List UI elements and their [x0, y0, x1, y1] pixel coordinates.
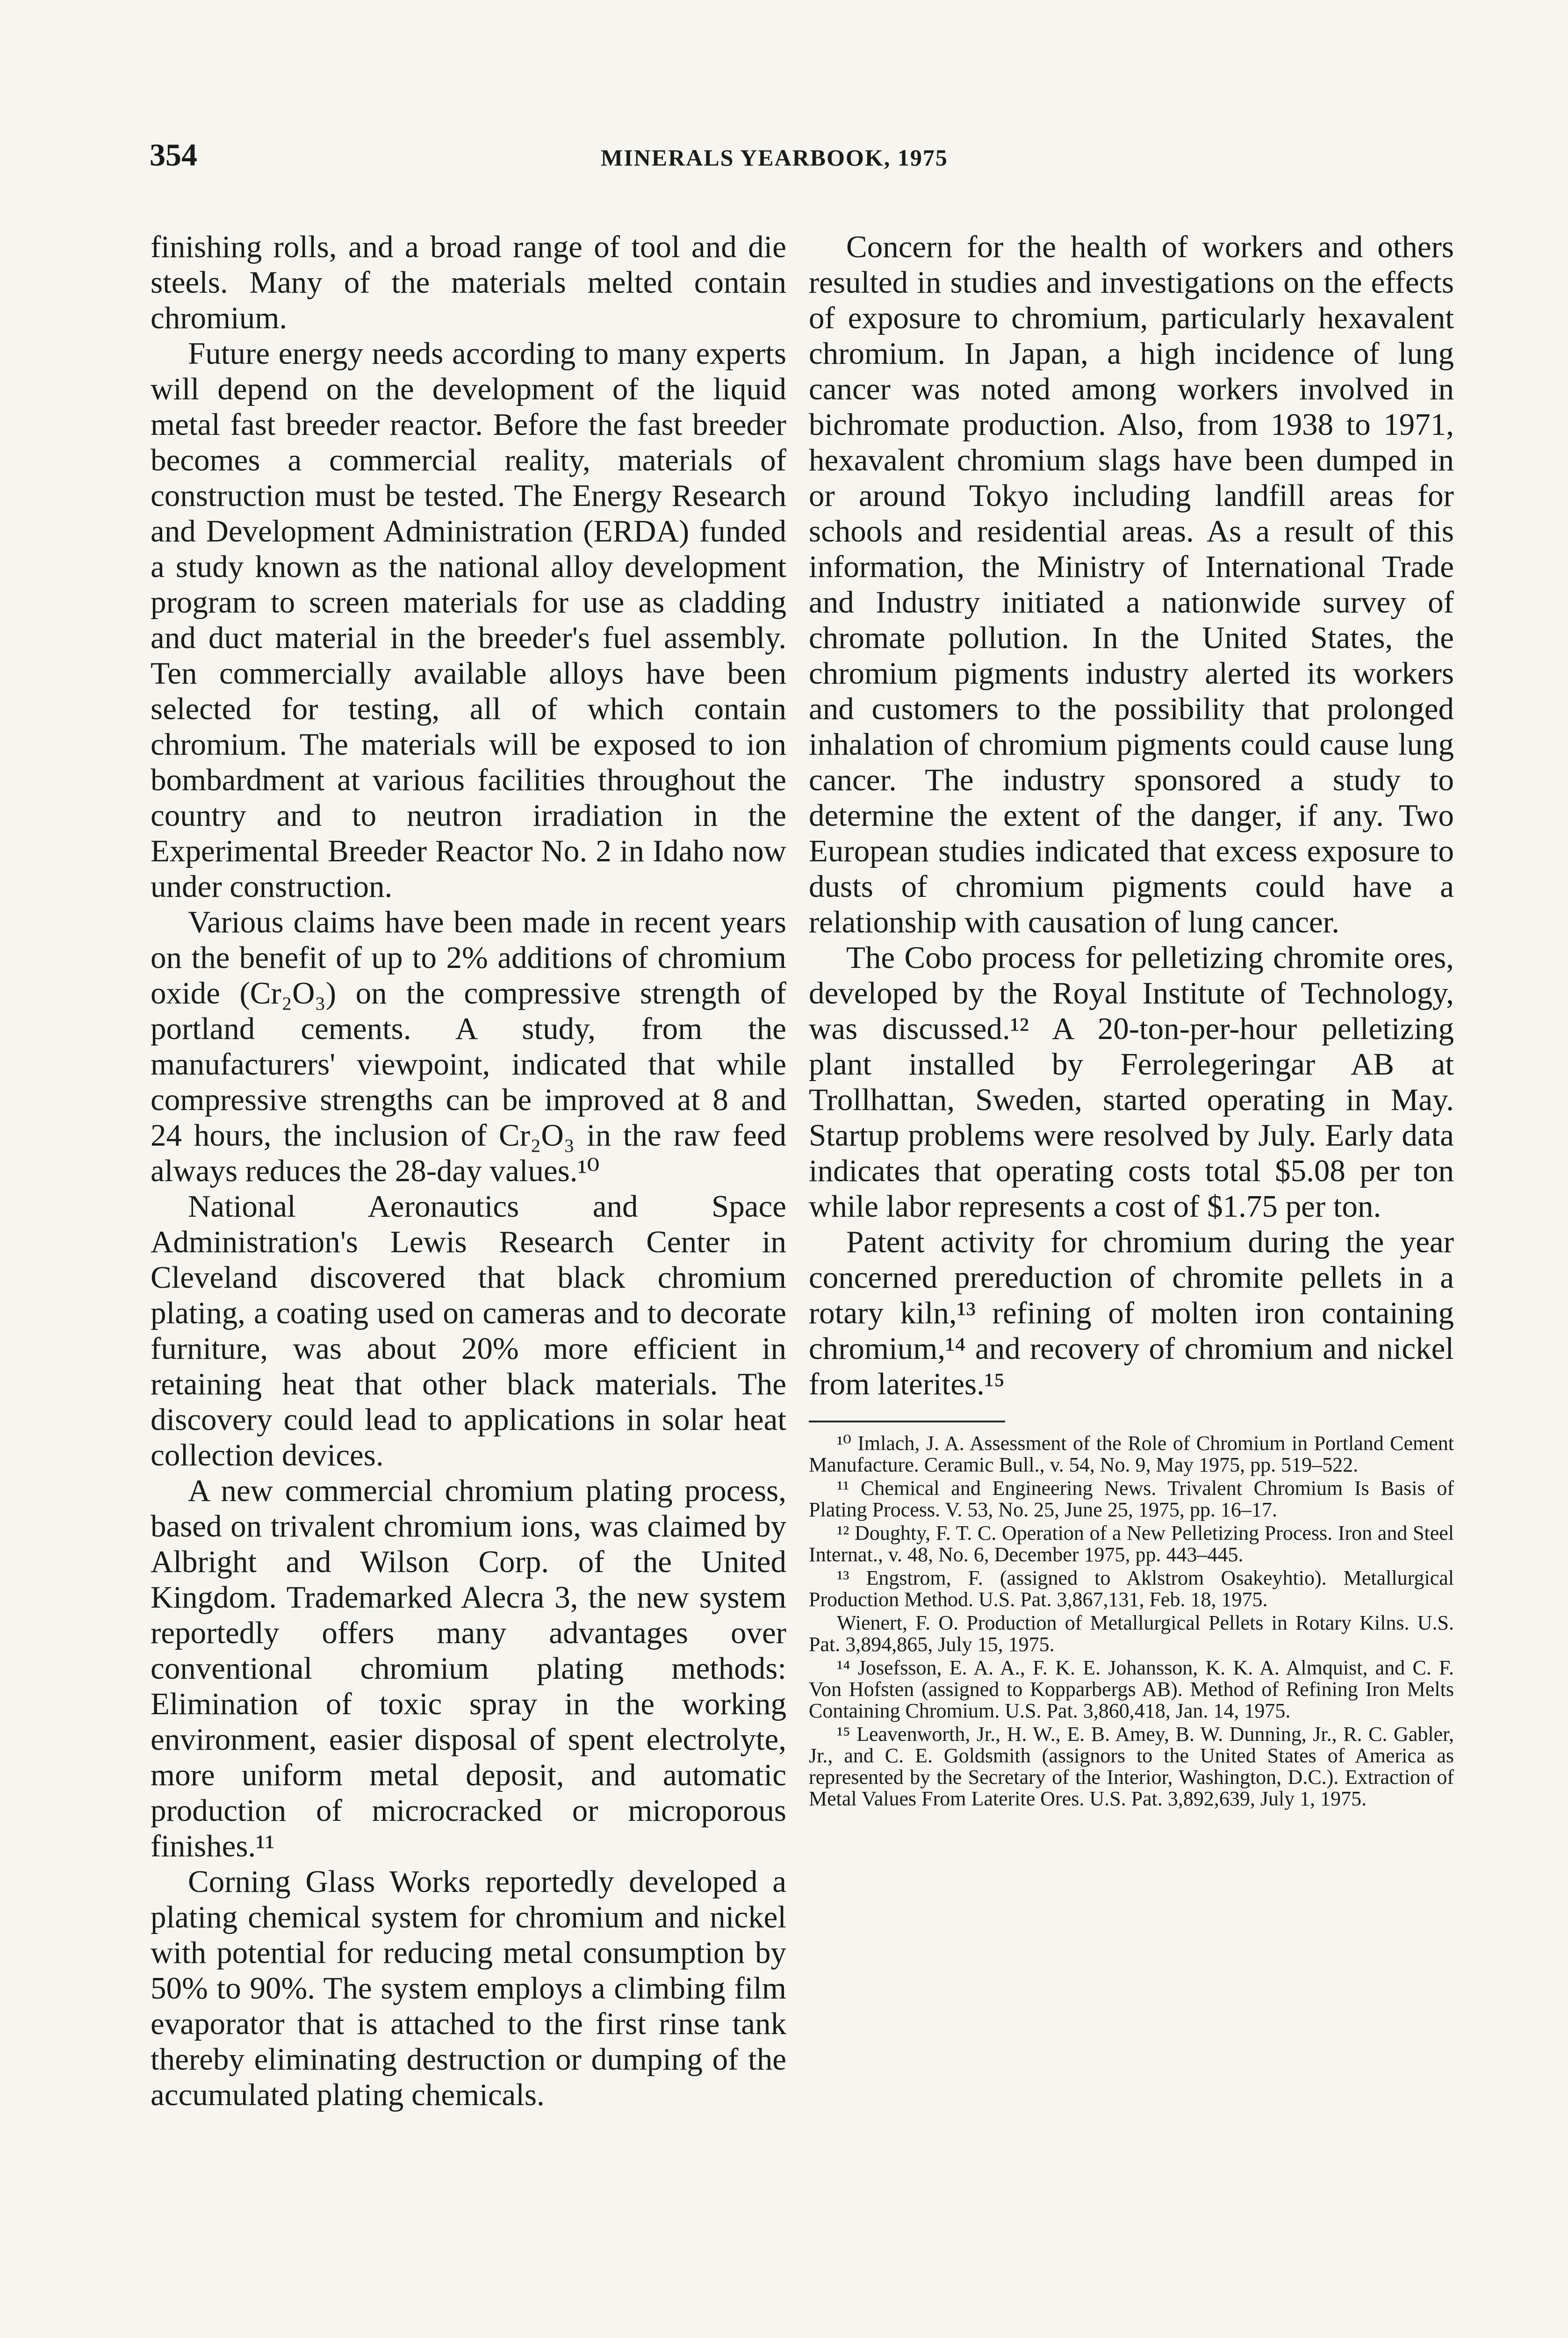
- footnote: ¹⁵ Leavenworth, Jr., H. W., E. B. Amey, B. W. Dunning, Jr., R. C. Gabler, Jr., and C. E. Goldsmith (assignors to the United States of America as represented by the Secretary of the Interior, Washington, D.C.). Extraction of Metal Values From Laterite Ores. U.S. Pat. 3,892,639, July 1, 1975.: [809, 1723, 1454, 1810]
- paragraph: Concern for the health of workers and others resulted in studies and investigations on the effects of exposure to chromium, particularly hexavalent chromium. In Japan, a high incidence of lung cancer was noted among workers involved in bichromate production. Also, from 1938 to 1971, hexavalent chromium slags have been dumped in or around Tokyo including landfill areas for schools and residential areas. As a result of this information, the Ministry of International Trade and Industry initiated a nationwide survey of chromate pollution. In the United States, the chromium pigments industry alerted its workers and customers to the possibility that prolonged inhalation of chromium pigments could cause lung cancer. The industry sponsored a study to determine the extent of the danger, if any. Two European studies indicated that excess exposure to dusts of chromium pigments could have a relationship with causation of lung cancer.: [809, 230, 1454, 939]
- footnote: ¹² Doughty, F. T. C. Operation of a New Pelletizing Process. Iron and Steel Internat., v. 48, No. 6, December 1975, pp. 443–445.: [809, 1522, 1454, 1566]
- footnote-divider: [809, 1421, 1005, 1422]
- left-column: [151, 229, 786, 2113]
- footnote: ¹¹ Chemical and Engineering News. Trivalent Chromium Is Basis of Plating Process. V. 53, No. 25, June 25, 1975, pp. 16–17.: [809, 1477, 1454, 1521]
- paragraph: Corning Glass Works reportedly developed a plating chemical system for chromium and nickel with potential for reducing metal consumption by 50% to 90%. The system employs a climbing film evaporator that is attached to the first rinse tank thereby eliminating destruction or dumping of the accumulated plating chemicals.: [151, 1864, 786, 2112]
- footnote: ¹³ Engstrom, F. (assigned to Aklstrom Osakeyhtio). Metallurgical Production Method. U.S. Pat. 3,867,131, Feb. 18, 1975.: [809, 1566, 1454, 1611]
- right-column: [809, 229, 1454, 1811]
- running-title: MINERALS YEARBOOK, 1975: [601, 144, 948, 171]
- paragraph: National Aeronautics and Space Administration's Lewis Research Center in Cleveland discovered that black chromium plating, a coating used on cameras and to decorate furniture, was about 20% more efficient in retaining heat that other black materials. The discovery could lead to applications in solar heat collection devices.: [151, 1189, 786, 1472]
- paragraph: Patent activity for chromium during the year concerned prereduction of chromite pellets in a rotary kiln,¹³ refining of molten iron containing chromium,¹⁴ and recovery of chromium and nickel from laterites.¹⁵: [809, 1225, 1454, 1401]
- paragraph: A new commercial chromium plating process, based on trivalent chromium ions, was claimed by Albright and Wilson Corp. of the United Kingdom. Trademarked Alecra 3, the new system reportedly offers many advantages over conventional chromium plating methods: Elimination of toxic spray in the working environment, easier disposal of spent electrolyte, more uniform metal deposit, and automatic production of microcracked or microporous finishes.¹¹: [151, 1473, 786, 1863]
- footnote: Wienert, F. O. Production of Metallurgical Pellets in Rotary Kilns. U.S. Pat. 3,894,865, July 15, 1975.: [809, 1611, 1454, 1656]
- paragraph: The Cobo process for pelletizing chromite ores, developed by the Royal Institute of Technology, was discussed.¹² A 20-ton-per-hour pelletizing plant installed by Ferrolegeringar AB at Trollhattan, Sweden, started operating in May. Startup problems were resolved by July. Early data indicates that operating costs total $5.08 per ton while labor represents a cost of $1.75 per ton.: [809, 940, 1454, 1224]
- paragraph: Future energy needs according to many experts will depend on the development of the liquid metal fast breeder reactor. Before the fast breeder becomes a commercial reality, materials of construction must be tested. The Energy Research and Development Administration (ERDA) funded a study known as the national alloy development program to screen materials for use as cladding and duct material in the breeder's fuel assembly. Ten commercially available alloys have been selected for testing, all of which contain chromium. The materials will be exposed to ion bombardment at various facilities throughout the country and to neutron irradiation in the Experimental Breeder Reactor No. 2 in Idaho now under construction.: [151, 336, 786, 904]
- footnote: ¹⁴ Josefsson, E. A. A., F. K. E. Johansson, K. K. A. Almquist, and C. F. Von Hofsten (assigned to Kopparbergs AB). Method of Refining Iron Melts Containing Chromium. U.S. Pat. 3,860,418, Jan. 14, 1975.: [809, 1656, 1454, 1722]
- footnotes: [809, 1433, 1454, 1810]
- page-number: 354: [150, 137, 197, 173]
- footnote: ¹⁰ Imlach, J. A. Assessment of the Role of Chromium in Portland Cement Manufacture. Ceramic Bull., v. 54, No. 9, May 1975, pp. 519–522.: [809, 1432, 1454, 1476]
- paragraph: Various claims have been made in recent years on the benefit of up to 2% additions of chromium oxide (Cr₂O₃) on the compressive strength of portland cements. A study, from the manufacturers' viewpoint, indicated that while compressive strengths can be improved at 8 and 24 hours, the inclusion of Cr₂O₃ in the raw feed always reduces the 28-day values.¹⁰: [151, 905, 786, 1188]
- paragraph: finishing rolls, and a broad range of tool and die steels. Many of the materials melted contain chromium.: [151, 230, 786, 335]
